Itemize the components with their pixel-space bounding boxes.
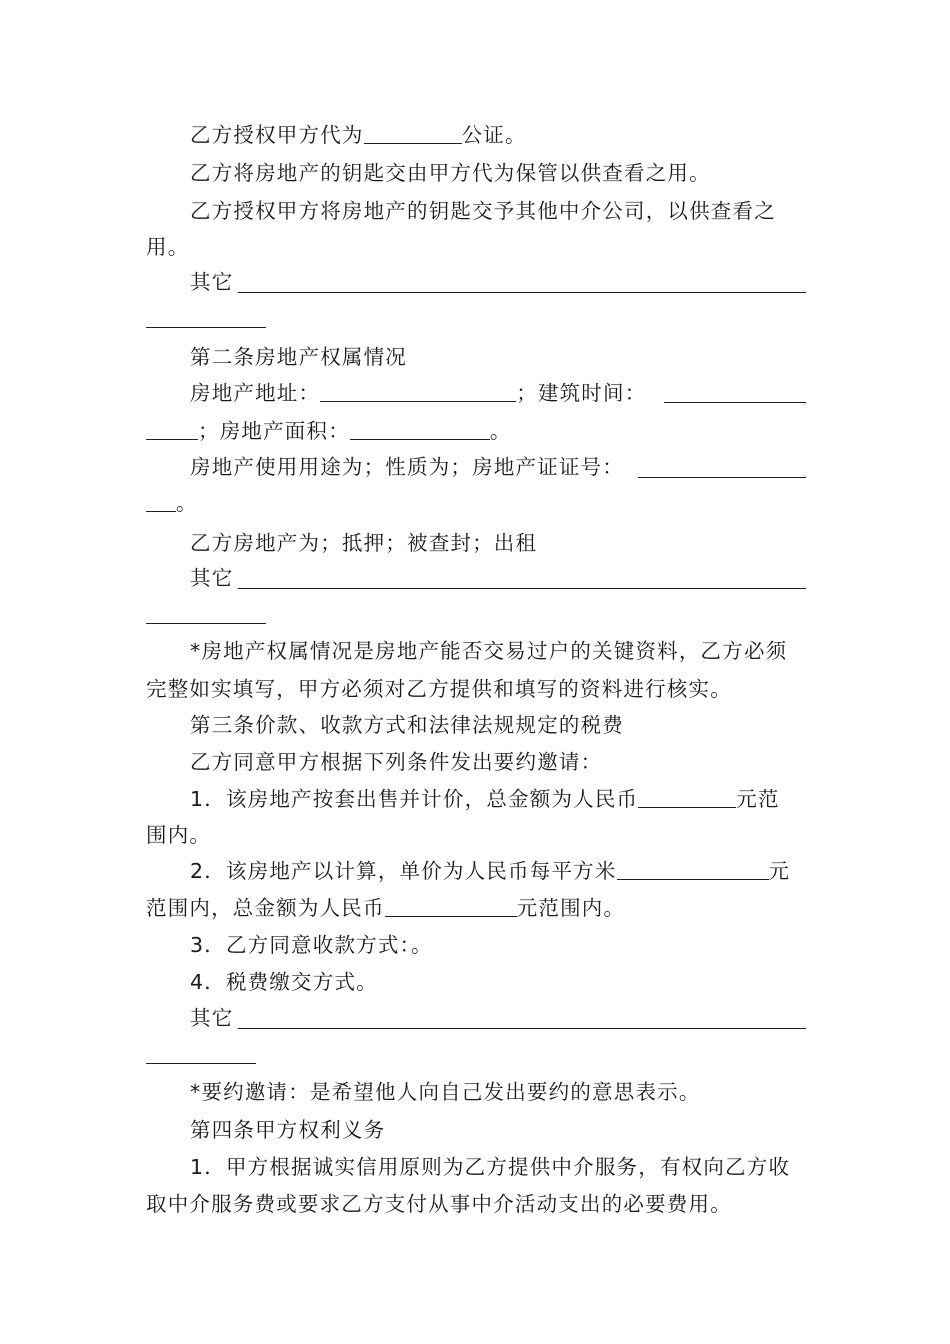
note-line: 完整如实填写，甲方必须对乙方提供和填写的资料进行核实。 [146, 677, 732, 701]
fill-blank [638, 477, 806, 478]
line-text: 范围内，总金额为人民币 [146, 896, 385, 920]
line-text: 元 [768, 859, 791, 883]
section-heading: 第三条价款、收款方式和法律法规规定的税费 [190, 713, 624, 737]
fill-blank [350, 417, 490, 440]
note-line: *要约邀请：是希望他人向自己发出要约的意思表示。 [190, 1080, 701, 1104]
paragraph-line: 4．税费缴交方式。 [190, 970, 378, 994]
paragraph-line [146, 488, 198, 518]
fill-blank [664, 402, 806, 403]
paragraph-line: 乙方授权甲方将房地产的钥匙交予其他中介公司，以供查看之 [190, 199, 776, 223]
paragraph-line [190, 784, 780, 814]
fill-blank-continued [146, 327, 266, 328]
line-text: 元范围内。 [516, 896, 626, 920]
fill-blank-continued [146, 1063, 256, 1064]
section-heading: 第四条甲方权利义务 [190, 1118, 386, 1142]
paragraph-line: 乙方房地产为；抵押；被查封；出租 [190, 531, 538, 555]
fill-blank [238, 1028, 806, 1029]
paragraph-line: 3．乙方同意收款方式：。 [190, 933, 433, 957]
line-text: 房地产地址： [190, 381, 321, 405]
fill-blank-continued [146, 417, 198, 440]
line-text: 1．该房地产按套出售并计价，总金额为人民币 [190, 787, 639, 811]
line-text: 乙方授权甲方代为 [190, 123, 364, 147]
line-text: ；建筑时间： [516, 381, 647, 405]
fill-blank [238, 588, 806, 589]
paragraph-line: 乙方同意甲方根据下列条件发出要约邀请： [190, 750, 603, 774]
paragraph-line: 围内。 [146, 823, 212, 847]
paragraph-line: 乙方将房地产的钥匙交由甲方代为保管以供查看之用。 [190, 161, 711, 185]
paragraph-line: 用。 [146, 235, 190, 259]
line-text: 。 [176, 491, 198, 515]
fill-blank [238, 292, 806, 293]
fill-blank-continued [146, 489, 176, 512]
line-text: ；房地产面积： [198, 419, 350, 443]
line-text: 2．该房地产以计算，单价为人民币每平方米 [190, 859, 617, 883]
paragraph-line: 1．甲方根据诚实信用原则为乙方提供中介服务，有权向乙方收 [190, 1155, 791, 1179]
section-heading: 第二条房地产权属情况 [190, 345, 407, 369]
fill-blank-continued [146, 623, 266, 624]
fill-blank [364, 121, 462, 144]
paragraph-line [146, 416, 512, 446]
paragraph-line [190, 378, 646, 408]
other-label: 其它 [190, 270, 234, 294]
other-label: 其它 [190, 566, 234, 590]
other-label: 其它 [190, 1006, 234, 1030]
fill-blank [638, 785, 736, 808]
line-text: 公证。 [461, 123, 527, 147]
line-text: 元范 [736, 787, 780, 811]
fill-blank [617, 857, 769, 880]
paragraph-line [146, 893, 625, 923]
note-line: *房地产权属情况是房地产能否交易过户的关键资料，乙方必须 [190, 639, 788, 663]
paragraph-line: 取中介服务费或要求乙方支付从事中介活动支出的必要费用。 [146, 1192, 732, 1216]
paragraph-line [190, 856, 790, 886]
paragraph-line: 房地产使用用途为；性质为；房地产证证号： [190, 455, 624, 479]
line-text: 。 [489, 419, 512, 443]
fill-blank [320, 379, 516, 402]
paragraph-line [190, 120, 527, 150]
fill-blank [385, 894, 517, 917]
